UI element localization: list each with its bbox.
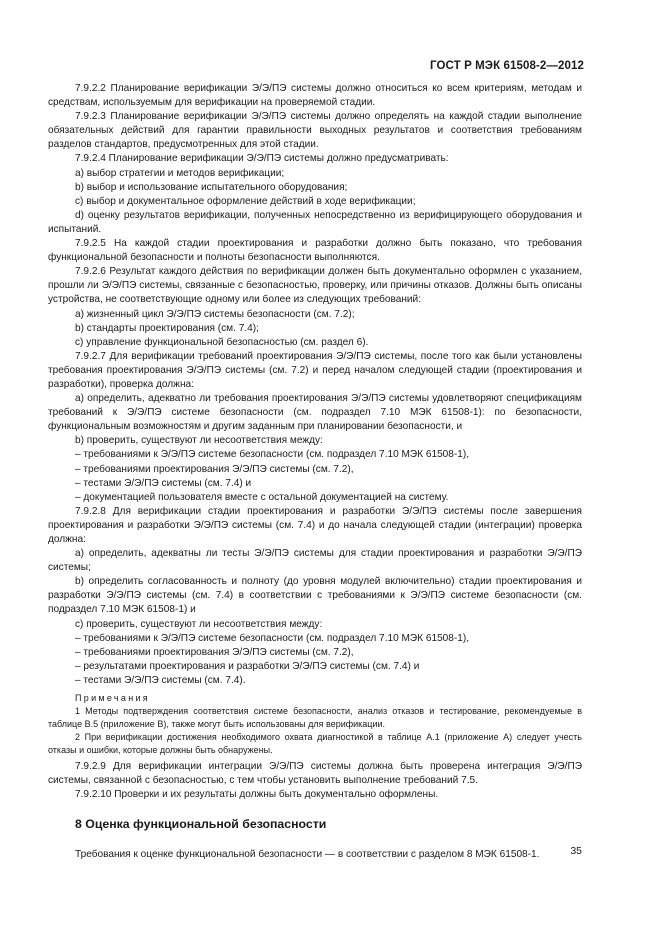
dash-item: – тестами Э/Э/ПЭ системы (см. 7.4). bbox=[75, 674, 246, 686]
note-1: 1 Методы подтверждения соответствия системе безопасности, анализ отказов и тестирование, рекомендуемые в таблице В.5 (приложение В), также могут быть использованы для верификации. bbox=[48, 706, 582, 730]
list-item: c) проверить, существуют ли несоответствия между: bbox=[75, 618, 323, 630]
document-body bbox=[48, 82, 582, 863]
paragraph-7-9-2-6: 7.9.2.6 Результат каждого действия по верификации должен быть документально оформлен с указанием, прошли ли Э/Э/ПЭ системы, связанные с безопасностью, проверку, или причины отказов. Должны быть описаны устройства, не соответствующие одному или более из следующих требований: bbox=[48, 266, 582, 306]
dash-item: – результатами проектирования и разработки Э/Э/ПЭ системы (см. 7.4) и bbox=[75, 660, 420, 672]
list-item: a) определить, адекватно ли требования проектирования Э/Э/ПЭ системы удовлетворяют спецификациям требований к Э/Э/ПЭ системе безопасности (см. подраздел 7.10 МЭК 61508-1): по безопасности, функциональным возможностям и другим заданным при планировании безопасности, и bbox=[48, 393, 582, 433]
dash-item: – требованиями проектирования Э/Э/ПЭ системы (см. 7.2), bbox=[75, 463, 354, 475]
list-item: d) оценку результатов верификации, полученных непосредственно из верифицирующего оборудования и испытаний. bbox=[48, 209, 582, 235]
list-item: b) выбор и использование испытательного оборудования; bbox=[75, 181, 348, 193]
dash-item: – требованиями к Э/Э/ПЭ системе безопасности (см. подраздел 7.10 МЭК 61508-1), bbox=[75, 449, 470, 461]
paragraph-7-9-2-4: 7.9.2.4 Планирование верификации Э/Э/ПЭ системы должно предусматривать: bbox=[75, 153, 449, 165]
dash-item: – тестами Э/Э/ПЭ системы (см. 7.4) и bbox=[75, 477, 252, 489]
dash-item: – требованиями проектирования Э/Э/ПЭ системы (см. 7.2), bbox=[75, 646, 354, 658]
list-item: c) выбор и документальное оформление действий в ходе верификации; bbox=[75, 195, 416, 207]
notes-title: Примечания bbox=[75, 693, 150, 704]
list-item: b) стандарты проектирования (см. 7.4); bbox=[75, 322, 259, 334]
paragraph-7-9-2-3: 7.9.2.3 Планирование верификации Э/Э/ПЭ системы должно определять на каждой стадии выполнение обязательных действий для гарантии правильности выходных результатов и соответствия требованиям разделов стандартов, предусмотренных для этой стадии. bbox=[48, 111, 582, 151]
page-number: 35 bbox=[570, 845, 582, 857]
section-8-text: Требования к оценке функциональной безопасности — в соответствии с разделом 8 МЭК 61508-1. bbox=[75, 849, 540, 861]
list-item: a) жизненный цикл Э/Э/ПЭ системы безопасности (см. 7.2); bbox=[75, 308, 355, 320]
paragraph-7-9-2-5: 7.9.2.5 На каждой стадии проектирования и разработки должно быть показано, что требования функциональной безопасности и полноты безопасности выполняются. bbox=[48, 238, 582, 264]
list-item: c) управление функциональной безопасностью (см. раздел 6). bbox=[75, 336, 369, 348]
paragraph-7-9-2-9: 7.9.2.9 Для верификации интеграции Э/Э/ПЭ системы должна быть проверена интеграция Э/Э/ПЭ системы, связанной с безопасностью, с тем чтобы установить выполнение требований 7.5. bbox=[48, 761, 582, 787]
list-item: a) определить, адекватны ли тесты Э/Э/ПЭ системы для стадии проектирования и разработки Э/Э/ПЭ системы; bbox=[48, 548, 582, 574]
list-item: b) проверить, существуют ли несоответствия между: bbox=[75, 435, 323, 447]
note-2: 2 При верификации достижения необходимого охвата диагностикой в таблице А.1 (приложение А) следует учесть отказы и ошибки, которые должны быть обнаружены. bbox=[48, 732, 582, 756]
dash-item: – требованиями к Э/Э/ПЭ системе безопасности (см. подраздел 7.10 МЭК 61508-1), bbox=[75, 632, 470, 644]
paragraph-7-9-2-10: 7.9.2.10 Проверки и их результаты должны быть документально оформлены. bbox=[75, 789, 439, 801]
paragraph-7-9-2-8: 7.9.2.8 Для верификации стадии проектирования и разработки Э/Э/ПЭ системы после завершения проектирования и разработки Э/Э/ПЭ системы (см. 7.4) и до начала следующей стадии (интеграции) проверка должна: bbox=[48, 505, 582, 545]
paragraph-7-9-2-2: 7.9.2.2 Планирование верификации Э/Э/ПЭ системы должно относиться ко всем критериям, методам и средствам, используемым для верификации на проверяемой стадии. bbox=[48, 83, 582, 109]
list-item: a) выбор стратегии и методов верификации; bbox=[75, 167, 285, 179]
standard-header: ГОСТ Р МЭК 61508-2—2012 bbox=[430, 60, 584, 72]
paragraph-7-9-2-7: 7.9.2.7 Для верификации требований проектирования Э/Э/ПЭ системы, после того как были установлены требования проектирования Э/Э/ПЭ системы (см. 7.2) и перед началом следующей стадии (проектирования и разработки), проверка должна: bbox=[48, 350, 582, 390]
section-8-heading: 8 Оценка функциональной безопасности bbox=[75, 817, 327, 832]
dash-item: – документацией пользователя вместе с остальной документацией на систему. bbox=[75, 491, 449, 503]
list-item: b) определить согласованность и полноту (до уровня модулей включительно) стадии проектирования и разработки Э/Э/ПЭ системы (см. 7.4) в соответствии с требованиями к Э/Э/ПЭ системе безопасности (см. подраздел 7.10 МЭК 61508-1) и bbox=[48, 576, 582, 616]
